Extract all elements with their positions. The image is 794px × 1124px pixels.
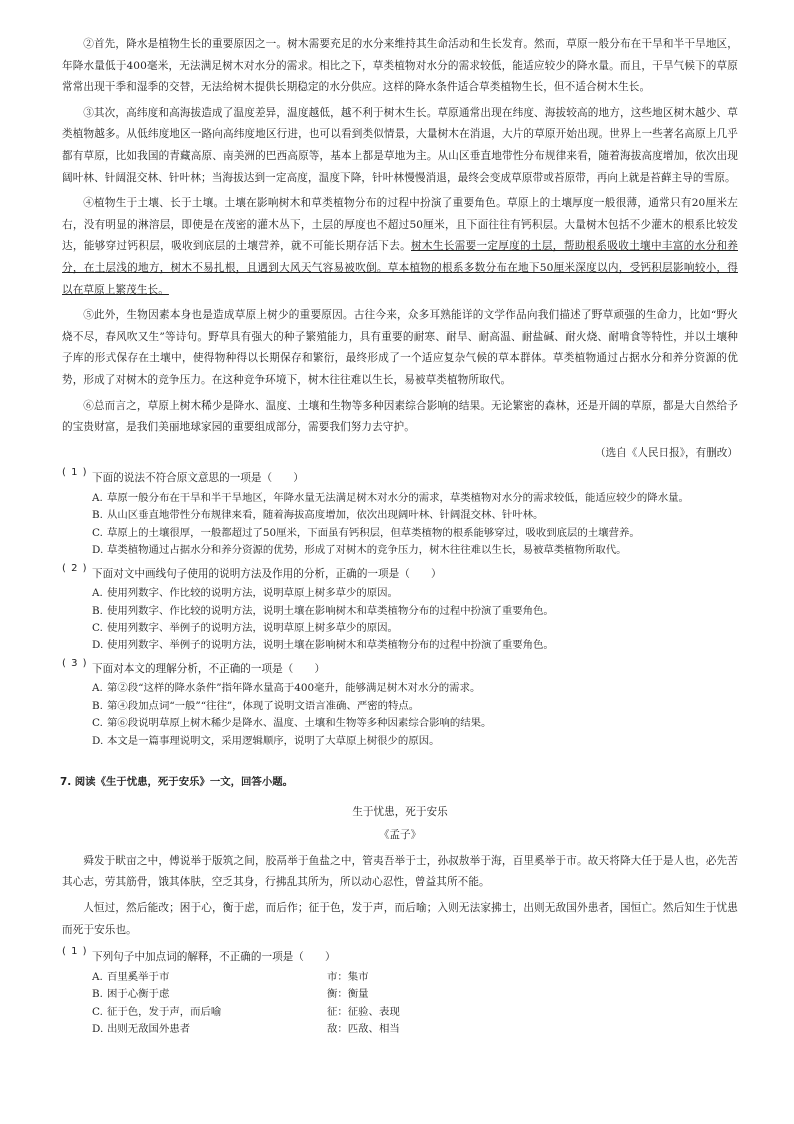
option-b[interactable] — [92, 698, 738, 715]
option-gloss: 敌：匹敌、相当 — [327, 1022, 400, 1035]
paragraph-4 — [62, 193, 738, 301]
option-letter: C. — [92, 526, 103, 539]
option-text: 使用列数字、举例子的说明方法，说明土壤在影响树木和草类植物分布的过程中扮演了重要角色。 — [107, 639, 554, 652]
option-letter: C. — [92, 1005, 103, 1018]
option-text: 使用列数字、作比较的说明方法，说明土壤在影响树木和草类植物分布的过程中扮演了重要角色。 — [107, 604, 554, 617]
option-c[interactable] — [92, 620, 738, 637]
option-letter: A. — [92, 970, 103, 983]
option-text: 本文是一篇事理说明文，采用逻辑顺序，说明了大草原上树很少的原因。 — [107, 734, 440, 747]
option-b[interactable] — [92, 507, 738, 524]
option-a[interactable] — [92, 585, 738, 602]
option-d[interactable] — [92, 637, 738, 654]
option-sentence: 百里奚举于市 — [107, 970, 170, 983]
question-text: 下列句子中加点词的解释，不正确的一项是（ ） — [92, 951, 336, 964]
option-letter: D. — [92, 1022, 104, 1035]
question-3 — [62, 657, 738, 750]
option-gloss: 征：征验、表现 — [327, 1005, 400, 1018]
option-c[interactable] — [92, 1004, 738, 1021]
option-text: 第④段加点词“一般”“往往”，体现了说明文语言准确、严密的特点。 — [107, 699, 420, 712]
paragraph-5: ⑤此外，生物因素本身也是造成草原上树少的重要原因。古往今来，众多耳熟能详的文学作品向我们描述了野草顽强的生命力，比如“野火烧不尽，春风吹又生”等诗句。野草具有强大的种子繁殖能力，具有重要的耐寒、耐旱、耐高温、耐盐碱、耐火烧、耐啃食等特性，并以土壤种子库的形式保存在土壤中，使得物种得以长期保存和繁衍，最终形成了一个适应复杂气候的草本群体。草类植物通过占据水分和养分资源的优势，形成了对树木的竞争压力。在这种竞争环境下，树木往往难以生长，易被草类植物所取代。 — [62, 309, 738, 386]
option-text: 第②段“这样的降水条件”指年降水量高于400毫升，能够满足树木对水分的需求。 — [107, 682, 481, 695]
option-gloss: 衡：衡量 — [327, 988, 369, 1001]
question-7-1 — [62, 945, 738, 1038]
question-number: ( 2 ) — [62, 562, 88, 574]
option-d[interactable] — [92, 733, 738, 750]
option-letter: B. — [92, 699, 103, 712]
option-a[interactable] — [92, 969, 738, 986]
question-2 — [62, 562, 738, 655]
paragraph-4-text: ④植物生于土壤、长于土壤。土壤在影响树木和草类植物分布的过程中扮演了重要角色。草原上的土壤厚度一般很薄，通常只有20厘米左右，没有明显的淋溶层，即使是在茂密的灌木丛下，土层的厚度也不超过50厘米，且下面往往有钙积层。大量树木包括不少灌木的根系比较发达，能够穿过钙积层，吸收到底层的土壤营养，就不可能长期存活下去。 — [62, 197, 738, 253]
option-sentence: 出则无敌国外患者 — [107, 1022, 191, 1035]
section-7-heading: 7. 阅读《生于忧患，死于安乐》一文，回答小题。 — [60, 775, 293, 788]
question-1 — [62, 466, 738, 559]
paragraph-2: ②首先，降水是植物生长的重要原因之一。树木需要充足的水分来维持其生命活动和生长发育。然而，草原一般分布在干旱和半干旱地区，年降水量低于400毫米，无法满足树木对水分的需求。相比之下，草类植物对水分的需求较低，能适应较少的降水量。而且，干旱气候下的草原常常出现干季和湿季的交替，无法给树木提供长期稳定的水分供应。这样的降水条件适合草类植物生长，但不适合树木生长。 — [62, 38, 738, 94]
option-letter: B. — [92, 604, 103, 617]
question-number: ( 1 ) — [62, 946, 88, 958]
option-text: 使用列数字、举例子的说明方法，说明草原上树多草少的原因。 — [107, 621, 398, 634]
option-b[interactable] — [92, 986, 738, 1003]
option-text: 第⑥段说明草原上树木稀少是降水、温度、土壤和生物等多种因素综合影响的结果。 — [107, 717, 492, 730]
option-gloss: 市：集市 — [327, 970, 369, 983]
option-text: 草类植物通过占据水分和养分资源的优势，形成了对树木的竞争压力，树木往往难以生长，易被草类植物所取代。 — [107, 544, 627, 557]
option-letter: D. — [92, 639, 104, 652]
paragraph-3: ③其次，高纬度和高海拔造成了温度差异，温度越低，越不利于树木生长。草原通常出现在纬度、海拔较高的地方，这些地区树木越少、草类植物越多。从低纬度地区一路向高纬度地区行进，也可以看到类似情景，大量树木在消退，大片的草原开始出现。世界上一些著名高原上几乎都有草原，比如我国的青藏高原、南美洲的巴西高原等，基本上都是草地为主。从山区垂直地带性分布规律来看，随着海拔高度增加，依次出现阔叶林、针阔混交林、针叶林；当海拔达到一定高度，温度下降，针叶林慢慢消退，最终会变成草原带或苔原带，再向上就是苔藓主导的雪原。 — [62, 106, 738, 184]
option-letter: C. — [92, 621, 103, 634]
option-letter: A. — [92, 682, 103, 695]
question-number: ( 3 ) — [62, 657, 88, 669]
option-letter: B. — [92, 509, 103, 522]
option-letter: A. — [92, 587, 103, 600]
question-text: 下面的说法不符合原文意思的一项是（ ） — [92, 472, 304, 485]
classical-text-title: 生于忧患，死于安乐 — [352, 805, 448, 818]
option-letter: C. — [92, 717, 103, 730]
option-letter: D. — [92, 734, 104, 747]
paragraph-6: ⑥总而言之，草原上树木稀少是降水、温度、土壤和生物等多种因素综合影响的结果。无论繁密的森林，还是开阔的草原，都是大自然给予的宝贵财富，是我们美丽地球家园的重要组成部分，需要我们努力去守护。 — [62, 399, 738, 434]
option-a[interactable] — [92, 490, 738, 507]
option-text: 从山区垂直地带性分布规律来看，随着海拔高度增加，依次出现阔叶林、针阔混交林、针叶林。 — [107, 509, 544, 522]
classical-paragraph-2: 人恒过，然后能改；困于心，衡于虑，而后作；征于色，发于声，而后喻；入则无法家拂士，出则无敌国外患者，国恒亡。然后知生于忧患而死于安乐也。 — [62, 901, 738, 936]
option-c[interactable] — [92, 525, 738, 542]
option-text: 使用列数字、作比较的说明方法，说明草原上树多草少的原因。 — [107, 587, 398, 600]
source-citation: （选自《人民日报》，有删改） — [594, 446, 738, 459]
option-letter: A. — [92, 491, 103, 504]
option-text: 草原上的土壤很厚，一般都超过了50厘米，下面虽有钙积层，但草类植物的根系能够穿过，吸收到底层的土壤营养。 — [107, 526, 640, 539]
option-letter: B. — [92, 988, 103, 1001]
option-d[interactable] — [92, 542, 738, 559]
underlined-sentence: 树木生长需要一定厚度的土层，帮助根系吸收土壤中丰富的水分和养分，在土层浅的地方，树木不易扎根，且遇到大风天气容易被吹倒。草本植物的根系多数分布在地下50厘米深度以内，受钙积层影响较小，得以在草原上繁茂生长。 — [62, 240, 738, 296]
classical-paragraph-1: 舜发于畎亩之中，傅说举于版筑之间，胶鬲举于鱼盐之中，管夷吾举于士，孙叔敖举于海，百里奚举于市。故天将降大任于是人也，必先苦其心志，劳其筋骨，饿其体肤，空乏其身，行拂乱其所为，所以动心忍性，曾益其所不能。 — [62, 854, 738, 889]
option-sentence: 困于心衡于虑 — [107, 988, 170, 1001]
question-number: ( 1 ) — [62, 467, 88, 479]
question-text: 下面对本文的理解分析，不正确的一项是（ ） — [92, 662, 326, 675]
option-sentence: 征于色，发于声，而后喻 — [107, 1005, 222, 1018]
option-c[interactable] — [92, 715, 738, 732]
document-page — [62, 34, 738, 1038]
classical-text-author: 《孟子》 — [378, 829, 422, 842]
option-a[interactable] — [92, 680, 738, 697]
option-text: 草原一般分布在干旱和半干旱地区，年降水量无法满足树木对水分的需求，草类植物对水分的需求较低，能适应较少的降水量。 — [107, 491, 689, 504]
question-text: 下面对文中画线句子使用的说明方法及作用的分析，正确的一项是（ ） — [92, 567, 442, 580]
option-d[interactable] — [92, 1021, 738, 1038]
option-b[interactable] — [92, 603, 738, 620]
option-letter: D. — [92, 544, 104, 557]
